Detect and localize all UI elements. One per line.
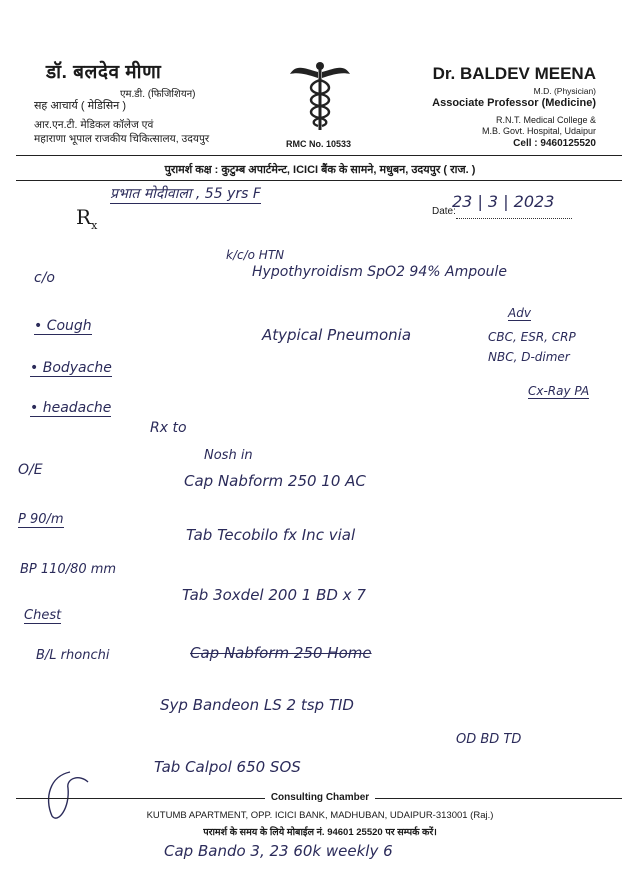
complaint-item: • Cough (34, 318, 92, 334)
position-hindi: सह आचार्य ( मेडिसिन ) (34, 100, 126, 112)
exam-header: O/E (18, 462, 43, 478)
dosage-note: OD BD TD (456, 732, 522, 747)
doctor-name-hindi: डॉ. बलदेव मीणा (46, 62, 162, 83)
exam-item: B/L rhonchi (36, 648, 110, 663)
advice-item: NBC, D-dimer (488, 350, 570, 364)
date-line (456, 218, 572, 219)
diagnosis-line-2: Atypical Pneumonia (262, 326, 412, 344)
clinic-address-hindi: पुरामर्श कक्ष : कुटुम्ब अपार्टमेन्ट, ICICI बैंक के सामने, मधुबन, उदयपुर ( राज. ) (164, 164, 476, 176)
medication-line-struck: Cap Nabform 250 Home (190, 644, 372, 662)
exam-item: P 90/m (18, 512, 64, 527)
college-english-line1: R.N.T. Medical College & (495, 115, 596, 125)
complaint-header: c/o (34, 270, 55, 286)
complaint-item: • headache (30, 400, 112, 416)
degree-english: M.D. (Physician) (533, 86, 596, 96)
header-divider-top (16, 155, 622, 156)
patient-details: प्रभात मोदीवाला , 55 yrs F (110, 186, 261, 202)
medication-line: Tab Calpol 650 SOS (154, 758, 301, 776)
exam-item: Chest (24, 608, 62, 623)
rx-symbol: $R_x$ (76, 205, 98, 232)
degree-hindi: एम.डी. (फिजिशियन) (120, 89, 196, 100)
footer-phone-line: परामर्श के समय के लिये मोबाईल नं. 94601 25520 पर सम्पर्क करें। (203, 827, 437, 838)
header-divider-bottom (16, 180, 622, 181)
complaint-item: • Bodyache (30, 360, 112, 376)
caduceus-icon (288, 60, 352, 132)
position-english: Associate Professor (Medicine) (432, 97, 596, 109)
exam-item: BP 110/80 mm (20, 562, 117, 577)
rmc-number: RMC No. 10533 (286, 139, 352, 149)
advice-header: Adv (508, 306, 531, 320)
college-hindi-line2: महाराणा भूपाल राजकीय चिकित्सालय, उदयपुर (34, 133, 210, 145)
advice-item: CBC, ESR, CRP (488, 330, 576, 344)
medication-line: Syp Bandeon LS 2 tsp TID (160, 696, 354, 714)
date-label: Date: (432, 206, 456, 217)
footer-title: Consulting Chamber (0, 792, 640, 803)
medication-line: Tab 3oxdel 200 1 BD x 7 (182, 586, 366, 604)
doctor-name-english: Dr. BALDEV MEENA (432, 64, 596, 83)
rx-header-handwritten: Rx to (150, 420, 187, 436)
college-hindi-line1: आर.एन.टी. मेडिकल कॉलेज एवं (34, 119, 154, 131)
rx-sub-handwritten: Nosh in (204, 448, 253, 463)
advice-item: Cx-Ray PA (528, 384, 590, 398)
footer-address: KUTUMB APARTMENT, OPP. ICICI BANK, MADHUBAN, UDAIPUR-313001 (Raj.) (146, 810, 494, 821)
college-english-line2: M.B. Govt. Hospital, Udaipur (481, 126, 596, 136)
handwritten-date: 23 | 3 | 2023 (452, 192, 555, 211)
medication-line: Cap Bando 3, 23 60k weekly 6 (164, 842, 393, 860)
medication-line: Cap Nabform 250 10 AC (184, 472, 366, 490)
cell-number: Cell : 9460125520 (513, 138, 596, 149)
history-note: k/c/o HTN (226, 248, 285, 262)
diagnosis-line-1: Hypothyroidism SpO2 94% Ampoule (252, 264, 508, 280)
medication-line: Tab Tecobilo fx Inc vial (186, 526, 356, 544)
